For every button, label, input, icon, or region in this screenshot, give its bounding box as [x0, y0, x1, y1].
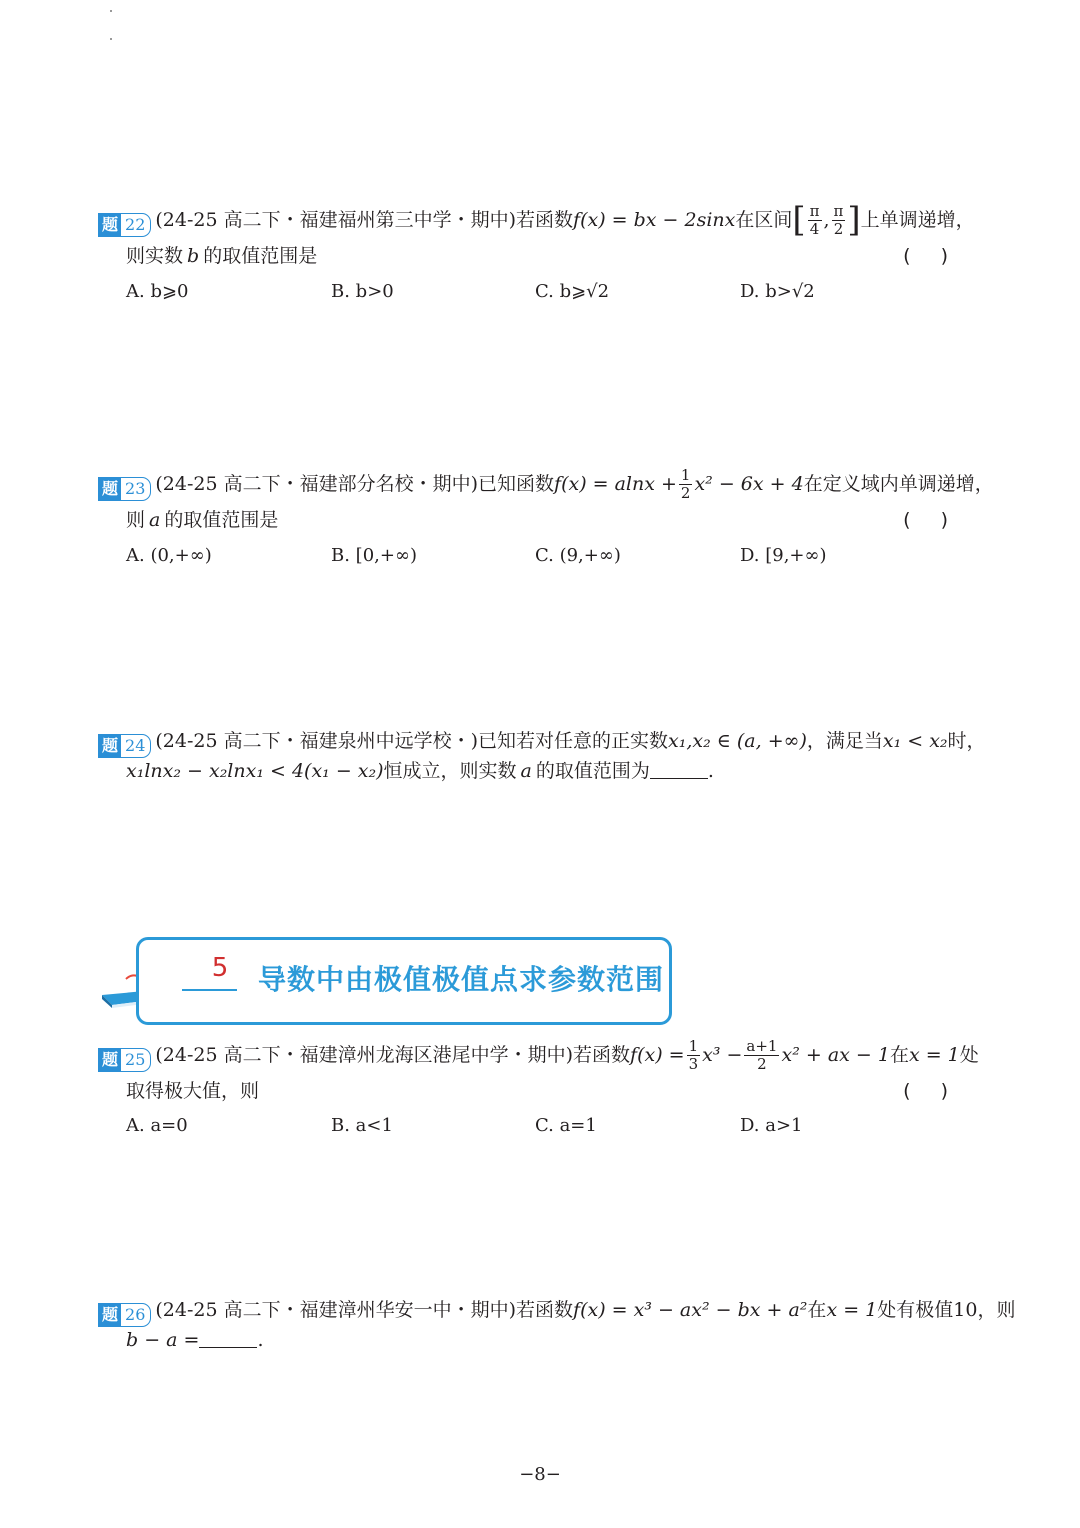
function-expr: f(x) = bx − 2sinx [573, 209, 736, 231]
option-b: B. [0,+∞) [331, 545, 417, 566]
answer-parentheses: () [903, 245, 978, 267]
question-stem: 题 22 (24-25 高二下・福建福州第三中学・期中)若函数f(x) = bx − 2sinx在区间[ $\frac{\pi}{4}$ , $\frac{\pi}{2}$ ]上单调递增， [98, 203, 975, 238]
question-stem: 题 23 (24-25 高二下・福建部分名校・期中)已知函数f(x) = alnx + $\frac{1}{2}$ x² − 6x + 4在定义域内单调递增， [98, 467, 994, 502]
question-source: (24-25 高二下・福建福州第三中学・期中) [155, 209, 517, 231]
question-stem-line2: 则实数 b 的取值范围是 [126, 245, 318, 267]
scan-dot [110, 38, 112, 40]
question-tag: 题 25 [98, 1048, 151, 1072]
answer-blank[interactable] [650, 760, 708, 779]
question-tag: 题 23 [98, 477, 151, 501]
scan-dot [110, 10, 112, 12]
option-c: C. (9,+∞) [535, 545, 621, 566]
bracket-left: [ [792, 200, 806, 240]
question-tag: 题 22 [98, 213, 151, 237]
section-underline [182, 989, 237, 991]
question-stem: 题 25 (24-25 高二下・福建漳州龙海区港尾中学・期中)若函数f(x) = $\frac{1}{3}$ x³ − $\frac{a+1}{2}$ x² + ax − 1在x = 1处 [98, 1038, 979, 1073]
bracket-right: ] [847, 200, 861, 240]
question-stem: 题 26 (24-25 高二下・福建漳州华安一中・期中)若函数f(x) = x³ − ax² − bx + a²在x = 1处有极值10，则 [98, 1297, 1015, 1327]
question-source: (24-25 高二下・福建漳州龙海区港尾中学・期中) [155, 1044, 574, 1066]
option-b: B. a<1 [331, 1115, 393, 1136]
answer-parentheses: () [903, 509, 978, 531]
question-source: (24-25 高二下・福建漳州华安一中・期中) [155, 1299, 517, 1321]
question-stem-line2: b − a = . [126, 1329, 264, 1351]
fraction: $\frac{1}{2}$ [680, 466, 691, 502]
option-a: A. a=0 [126, 1115, 188, 1136]
question-24 [98, 728, 988, 798]
question-22 [98, 200, 988, 313]
question-stem-line2: 则 a 的取值范围是 [126, 509, 279, 531]
function-expr: f(x) = alnx + [554, 473, 677, 495]
question-source: (24-25 高二下・福建泉州中远学校・) [155, 730, 479, 752]
option-a: A. (0,+∞) [126, 545, 212, 566]
question-23 [98, 466, 994, 577]
question-stem-line2: 取得极大值，则 [126, 1080, 260, 1102]
question-25 [98, 1038, 988, 1148]
question-stem-line2: x₁lnx₂ − x₂lnx₁ < 4(x₁ − x₂)恒成立，则实数 a 的取值范围为 . [126, 760, 714, 782]
question-26 [98, 1297, 1016, 1367]
answer-parentheses: () [903, 1080, 978, 1102]
question-tag: 题 24 [98, 734, 151, 758]
option-d: D. b>√2 [740, 281, 815, 302]
answer-blank[interactable] [199, 1329, 257, 1348]
question-tag: 题 26 [98, 1303, 151, 1327]
fraction: $\frac{\pi}{2}$ [833, 202, 844, 238]
option-d: D. [9,+∞) [740, 545, 827, 566]
option-b: B. b>0 [331, 281, 394, 302]
question-source: (24-25 高二下・福建部分名校・期中) [155, 473, 479, 495]
option-a: A. b⩾0 [126, 281, 189, 302]
option-c: C. b⩾√2 [535, 281, 610, 302]
option-d: D. a>1 [740, 1115, 803, 1136]
fraction: $\frac{a+1}{2}$ [746, 1037, 778, 1073]
question-stem: 题 24 (24-25 高二下・福建泉州中远学校・)已知若对任意的正实数x₁,x₂ ∈ (a, +∞)，满足当x₁ < x₂时， [98, 728, 986, 758]
page-number: −8− [519, 1464, 561, 1485]
section-number: 5 [211, 953, 229, 983]
fraction: $\frac{1}{3}$ [688, 1037, 699, 1073]
section-title: 导数中由极值极值点求参数范围 [258, 963, 665, 996]
fraction: $\frac{\pi}{4}$ [809, 202, 820, 238]
option-c: C. a=1 [535, 1115, 597, 1136]
